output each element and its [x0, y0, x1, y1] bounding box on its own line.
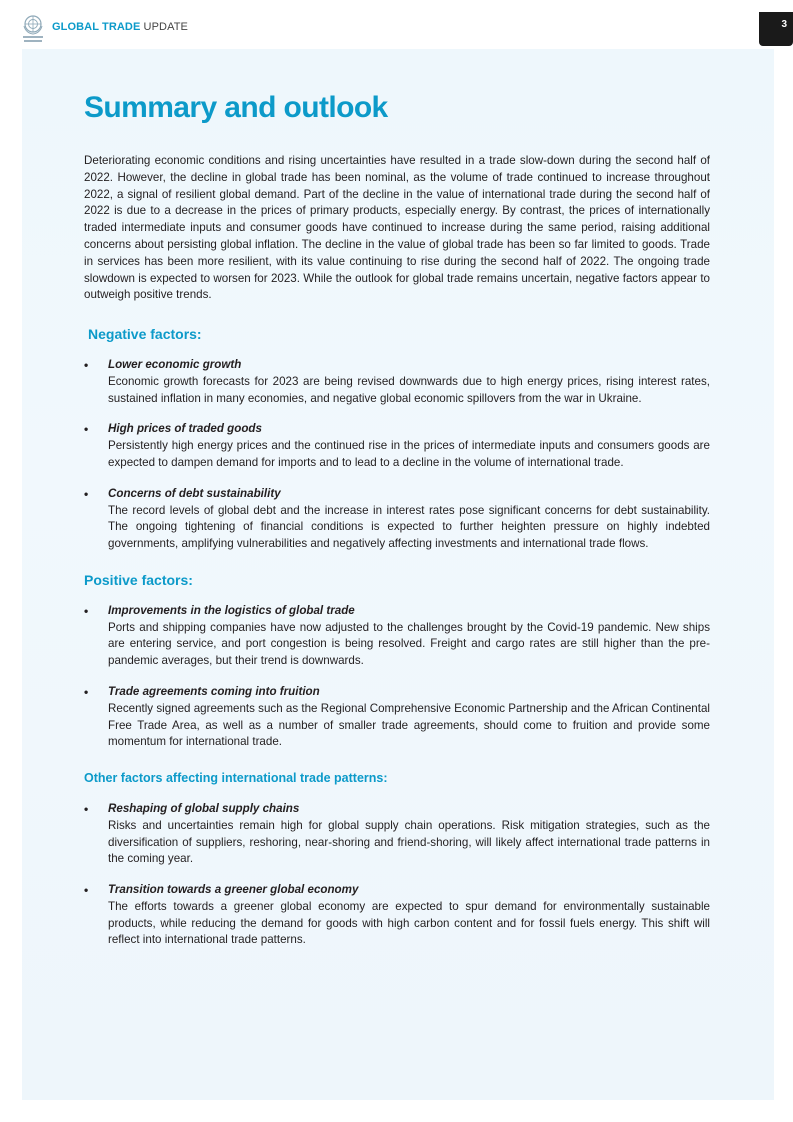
factor-title: Concerns of debt sustainability — [108, 486, 281, 500]
publication-title-light: UPDATE — [140, 21, 188, 33]
factor-body: Risks and uncertainties remain high for global supply chain operations. Risk mitigation strategies, such as the diversification of suppliers, reshoring, near-shoring and friend-shoring, will likely affect international trade patterns in the coming year. — [108, 818, 710, 866]
factor-body: Recently signed agreements such as the Regional Comprehensive Economic Partnership and the African Continental Free Trade Area, as well as a number of smaller trade agreements, should come to fruition and provide some momentum for international trade. — [108, 701, 710, 749]
list-item — [84, 421, 710, 471]
negative-factors-heading: Negative factors: — [88, 326, 202, 343]
factor-title: Reshaping of global supply chains — [108, 801, 300, 815]
factor-title: Lower economic growth — [108, 357, 242, 371]
publication-title — [52, 21, 188, 33]
positive-factors-heading: Positive factors: — [84, 571, 193, 588]
negative-factors-list — [84, 357, 710, 553]
un-emblem-icon — [22, 14, 44, 44]
bullet-icon: • — [84, 801, 89, 816]
factor-body: Persistently high energy prices and the continued rise in the prices of intermediate inputs and consumers goods are expected to dampen demand for imports and to lead to a decline in the volume of international trade. — [108, 439, 710, 469]
other-factors-list — [84, 801, 710, 949]
factor-title: High prices of traded goods — [108, 422, 262, 436]
factor-title: Trade agreements coming into fruition — [108, 684, 320, 698]
page-header — [22, 12, 787, 46]
list-item — [84, 882, 710, 949]
positive-factors-list — [84, 603, 710, 751]
factor-body: The record levels of global debt and the increase in interest rates pose significant concerns for debt sustainability. The ongoing tightening of financial conditions is expected to further heighten pressure on highly indebted governments, amplifying vulnerabilities and negatively affecting investments and international trade flows. — [108, 503, 710, 551]
main-content — [84, 84, 710, 949]
factor-body: The efforts towards a greener global economy are expected to spur demand for environmentally sustainable products, while reducing the demand for goods with high carbon content and for fossil fuels energy. This shift will reflect into international trade patterns. — [108, 899, 710, 947]
list-item — [84, 801, 710, 868]
list-item — [84, 603, 710, 670]
bullet-icon: • — [84, 684, 89, 699]
bullet-icon: • — [84, 422, 89, 437]
factor-title: Improvements in the logistics of global trade — [108, 603, 355, 617]
factor-title: Transition towards a greener global economy — [108, 883, 359, 897]
bullet-icon: • — [84, 486, 89, 501]
factor-body: Ports and shipping companies have now adjusted to the challenges brought by the Covid-19 pandemic. New ships are entering service, and port congestion is being resolved. Freight and cargo rates are still higher than the pre-pandemic averages, but their trend is downwards. — [108, 620, 710, 668]
bullet-icon: • — [84, 883, 89, 898]
factor-body: Economic growth forecasts for 2023 are being revised downwards due to high energy prices, rising interest rates, sustained inflation in many economies, and negative global economic spillovers from the war in Ukraine. — [108, 374, 710, 405]
bullet-icon: • — [84, 357, 89, 372]
page-number: 3 — [759, 12, 793, 46]
list-item — [84, 684, 710, 751]
intro-paragraph: Deteriorating economic conditions and rising uncertainties have resulted in a trade slow-down during the second half of 2022. However, the decline in global trade has been nominal, as the volume of trade continued to increase throughout 2022, a signal of resilient global demand. Part of the decline in the value of international trade during the second half of 2022 is due to a decrease in the prices of primary products, especially energy. By contrast, the prices of internationally traded intermediate inputs and consumer goods have continued to increase during the same period, raising additional concerns about persisting global inflation. The decline in the value of global trade has been so far limited to goods. Trade in services has been more resilient, with its value continuing to rise during the second half of 2022. The ongoing trade slowdown is expected to worsen for 2023. While the outlook for global trade remains uncertain, negative factors appear to outweigh positive trends. — [84, 154, 710, 302]
list-item — [84, 357, 710, 407]
bullet-icon: • — [84, 603, 89, 618]
other-factors-heading: Other factors affecting international trade patterns: — [84, 771, 388, 786]
list-item — [84, 486, 710, 553]
page-title: Summary and outlook — [84, 91, 388, 124]
publication-title-bold: GLOBAL TRADE — [52, 21, 141, 33]
